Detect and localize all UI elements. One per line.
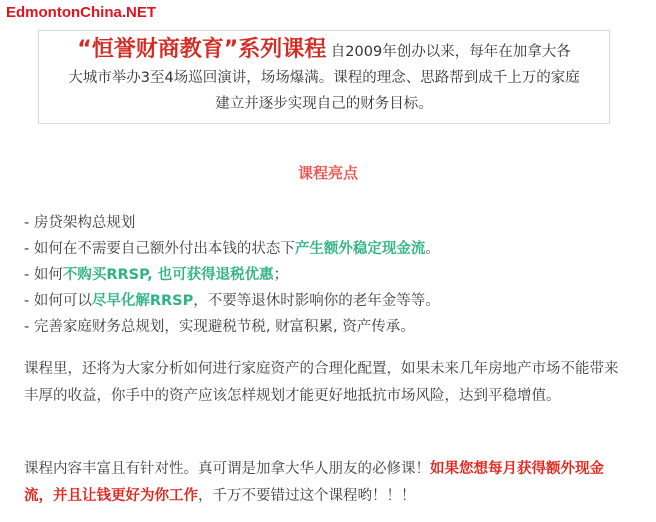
cta-text: ，千万不要错过这个课程哟！！！: [198, 487, 416, 504]
list-item: [24, 236, 440, 262]
brand-title: “恒誉财商教育”系列课程: [77, 37, 327, 62]
list-item: [24, 210, 440, 236]
list-item: [24, 288, 440, 314]
list-item: [24, 314, 440, 340]
list-item: [24, 262, 440, 288]
bullet-text: - 如何在不需要自己额外付出本钱的状态下: [24, 241, 295, 257]
bullet-highlight: 不购买RRSP, 也可获得退税优惠: [62, 267, 274, 283]
bullet-highlight: 产生额外稳定现金流: [294, 241, 426, 257]
bullet-text: ，不要等退休时影响你的老年金等等。: [193, 293, 440, 309]
bullet-text: ；: [273, 267, 289, 283]
intro-line3: 建立并逐步实现自己的财务目标。: [215, 96, 433, 112]
bullet-text: - 如何可以: [24, 293, 92, 309]
intro-line1: 自2009年创办以来，每年在加拿大各: [326, 44, 571, 60]
cta-text: 课程内容丰富且有针对性。真可谓是加拿大华人朋友的必修课！: [24, 461, 430, 477]
bullet-text: - 房贷架构总规划: [24, 215, 136, 231]
bullet-text: - 如何: [24, 267, 63, 283]
cta-highlight: 如果您想每月获得额外现金流，并且让钱更好为你工作: [24, 461, 604, 504]
bullet-text: - 完善家庭财务总规划，实现避税节税, 财富积累, 资产传承。: [24, 319, 415, 335]
bullet-text: 。: [425, 241, 440, 257]
intro-box: [38, 30, 610, 124]
highlights-list: [24, 210, 440, 340]
site-watermark: EdmontonChina.NET: [6, 4, 156, 21]
section-title: 课程亮点: [297, 164, 358, 182]
paragraph-asset-allocation: 课程里，还将为大家分析如何进行家庭资产的合理化配置，如果未来几年房地产市场不能带来丰厚的收益，你手中的资产应该怎样规划才能更好地抵抗市场风险，达到平稳增值。: [24, 361, 619, 404]
paragraph-call-to-action: [24, 456, 624, 509]
intro-line2: 大城市举办3至4场巡回演讲，场场爆满。课程的理念、思路帮到成千上万的家庭: [68, 70, 580, 86]
bullet-highlight: 尽早化解RRSP: [91, 293, 194, 309]
